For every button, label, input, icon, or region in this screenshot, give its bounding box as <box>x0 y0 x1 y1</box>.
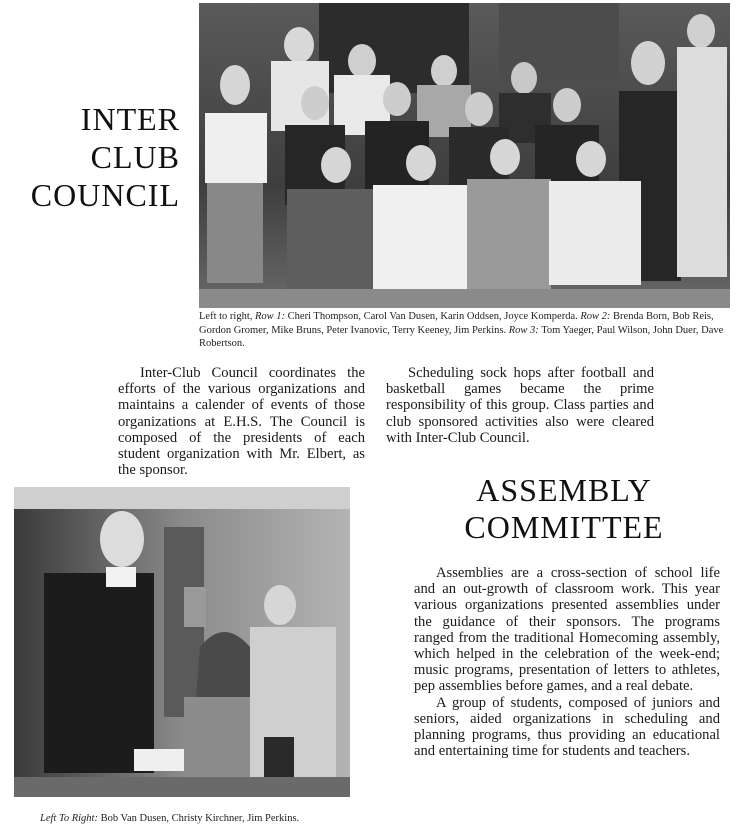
assembly-committee-body <box>414 565 720 759</box>
inter-club-council-paragraph-left: Inter-Club Council coordinates the efforts of the various organizations and maintains a calender of events of those organizations at E.H.S. The Council is composed of the presidents of each student organization with Mr. Elbert, as the sponsor. <box>118 365 365 479</box>
inter-club-council-photo-caption: Left to right, Row 1: Cheri Thompson, Carol Van Dusen, Karin Oddsen, Joyce Komperda. Row 2: Brenda Born, Bob Reis, Gordon Gromer, Mike Bruns, Peter Ivanovic, Terry Keeney, Jim Perkins. Row 3: Tom Yaeger, Paul Wilson, John Duer, Dave Robertson. <box>199 311 724 349</box>
assembly-committee-photo <box>14 487 350 797</box>
heading-line: COUNCIL <box>30 177 180 213</box>
assembly-committee-photo-caption: Left To Right: Bob Van Dusen, Christy Kirchner, Jim Perkins. <box>40 813 300 824</box>
heading-line: COMMITTEE <box>464 509 664 545</box>
inter-club-council-group-photo <box>199 3 730 308</box>
heading-line: INTER <box>80 101 180 137</box>
assembly-paragraph-2: A group of students, composed of juniors and seniors, aided organizations in scheduling and planning programs, thus providing an educational and entertaining time for students and teachers. <box>414 694 720 760</box>
heading-line: ASSEMBLY <box>476 472 652 508</box>
inter-club-council-heading <box>14 100 180 214</box>
assembly-committee-heading <box>420 472 708 546</box>
inter-club-council-paragraph-right: Scheduling sock hops after football and basketball games became the prime responsibility of this group. Class parties and club sponsored activities also were cleared with Inter-Club Council. <box>386 365 654 446</box>
assembly-paragraph-1: Assemblies are a cross-section of school life and an out-growth of classroom work. This year various organizations presented assemblies under the guidance of their sponsors. The programs ranged from the traditional Homecoming assembly, which helped in the celebration of the week-end; music programs, presentation of letters to athletes, pep assemblies before games, and a real debate. <box>414 565 720 695</box>
heading-line: CLUB <box>90 139 180 175</box>
